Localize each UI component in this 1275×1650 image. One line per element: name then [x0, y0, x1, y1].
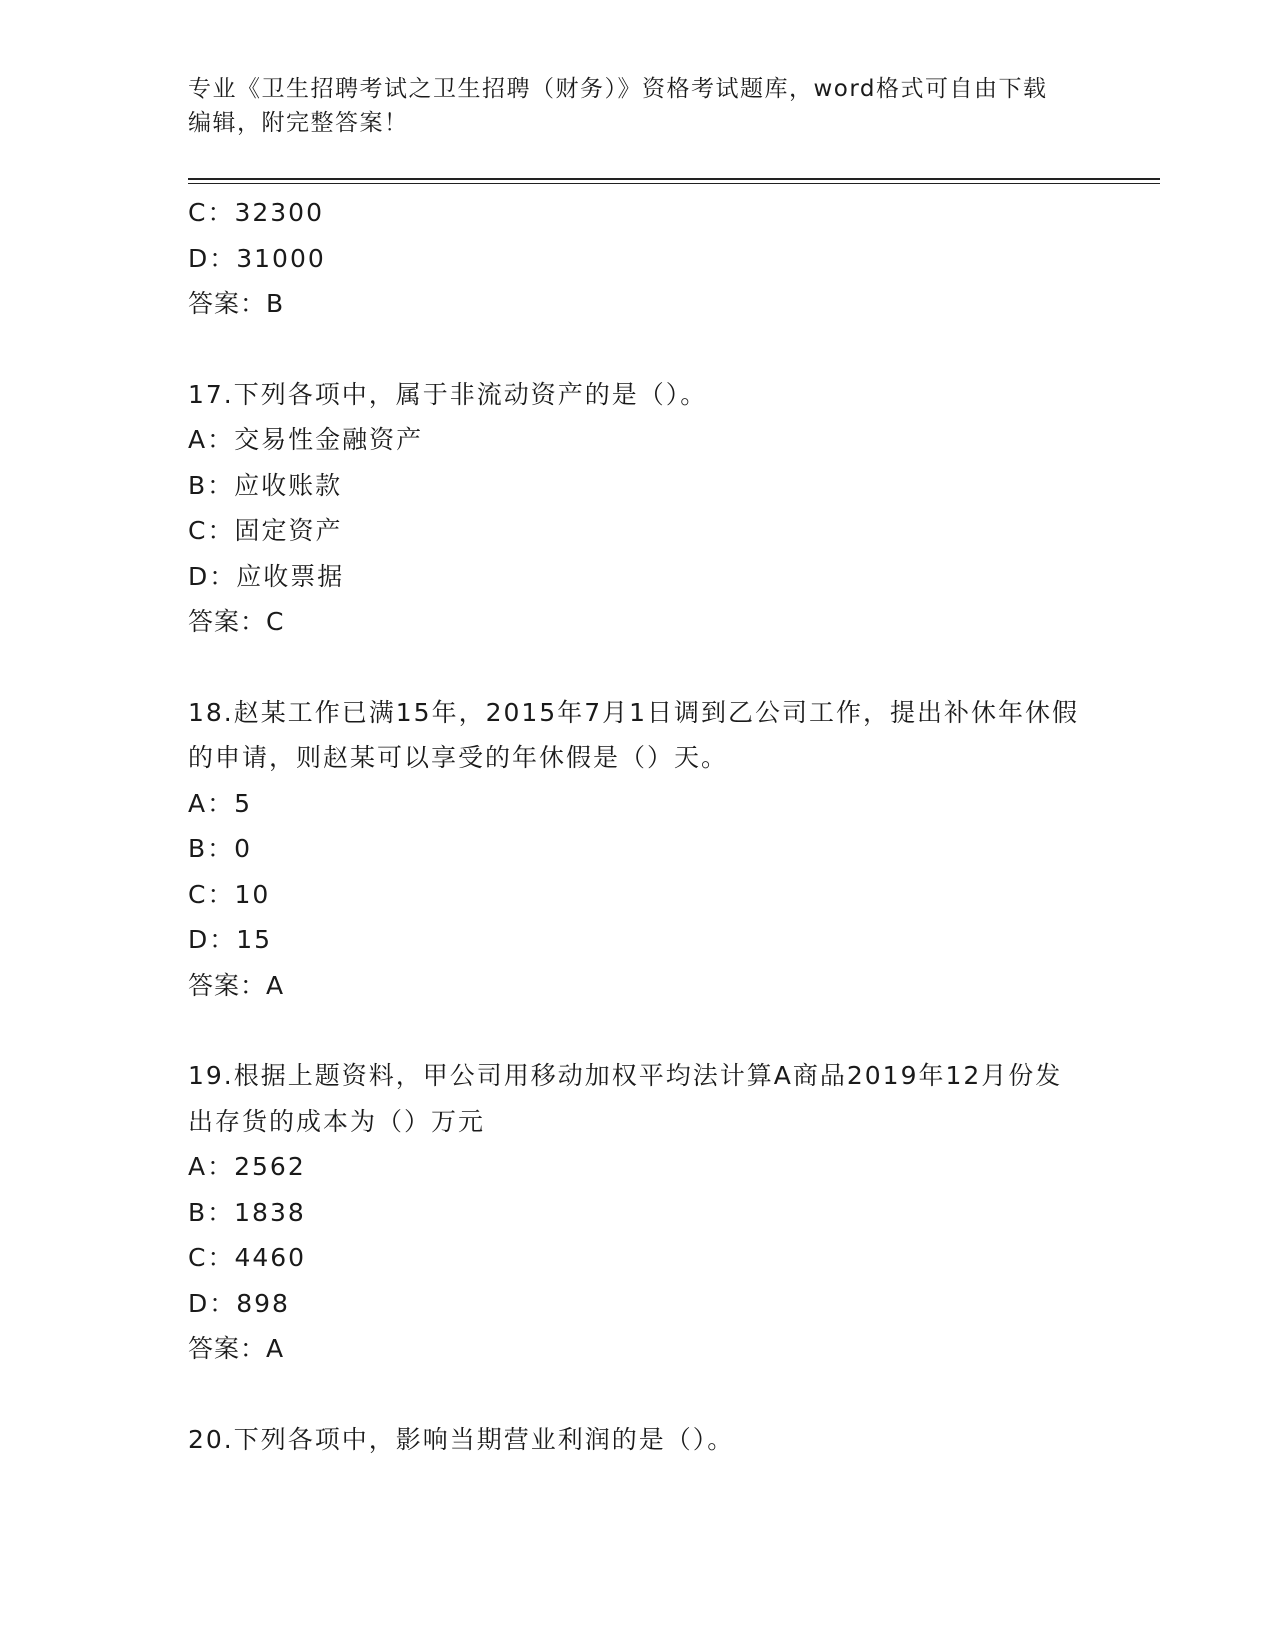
- question-list: [188, 190, 1088, 1462]
- option-d: D：898: [188, 1288, 290, 1318]
- option-d: D：15: [188, 925, 273, 954]
- question-16-tail: [188, 190, 1088, 327]
- question-17: [188, 372, 1088, 645]
- answer-line: 答案：C: [188, 607, 285, 636]
- question-stem: 20.下列各项中，影响当期营业利润的是（）。: [188, 1424, 735, 1454]
- option-b: B：应收账款: [188, 470, 343, 500]
- option-b: B：0: [188, 834, 253, 863]
- question-stem: 18.赵某工作已满15年，2015年7月1日调到乙公司工作，提出补休年休假的申请，则赵某可以享受的年休假是（）天。: [188, 697, 1080, 772]
- question-19: [188, 1053, 1088, 1372]
- option-c: C：32300: [188, 198, 324, 227]
- option-d: D：应收票据: [188, 561, 345, 591]
- option-c: C：固定资产: [188, 516, 343, 545]
- answer-line: 答案：A: [188, 970, 285, 1000]
- option-c: C：4460: [188, 1243, 307, 1272]
- option-a: A：5: [188, 788, 253, 818]
- option-b: B：1838: [188, 1197, 306, 1227]
- question-stem: 17.下列各项中，属于非流动资产的是（）。: [188, 379, 708, 409]
- question-18: [188, 690, 1088, 1009]
- option-c: C：10: [188, 879, 271, 909]
- question-stem: 19.根据上题资料，甲公司用移动加权平均法计算A商品2019年12月份发出存货的成本为（）万元: [188, 1061, 1063, 1136]
- answer-line: 答案：A: [188, 1334, 285, 1363]
- option-a: A：2562: [188, 1152, 306, 1181]
- document-header: 专业《卫生招聘考试之卫生招聘（财务）》资格考试题库，word格式可自由下载编辑，附完整答案！: [188, 76, 1048, 136]
- answer-line: 答案：B: [188, 289, 285, 318]
- header-divider: [188, 178, 1160, 184]
- option-d: D：31000: [188, 243, 326, 273]
- option-a: A：交易性金融资产: [188, 425, 424, 454]
- question-20: [188, 1417, 1088, 1463]
